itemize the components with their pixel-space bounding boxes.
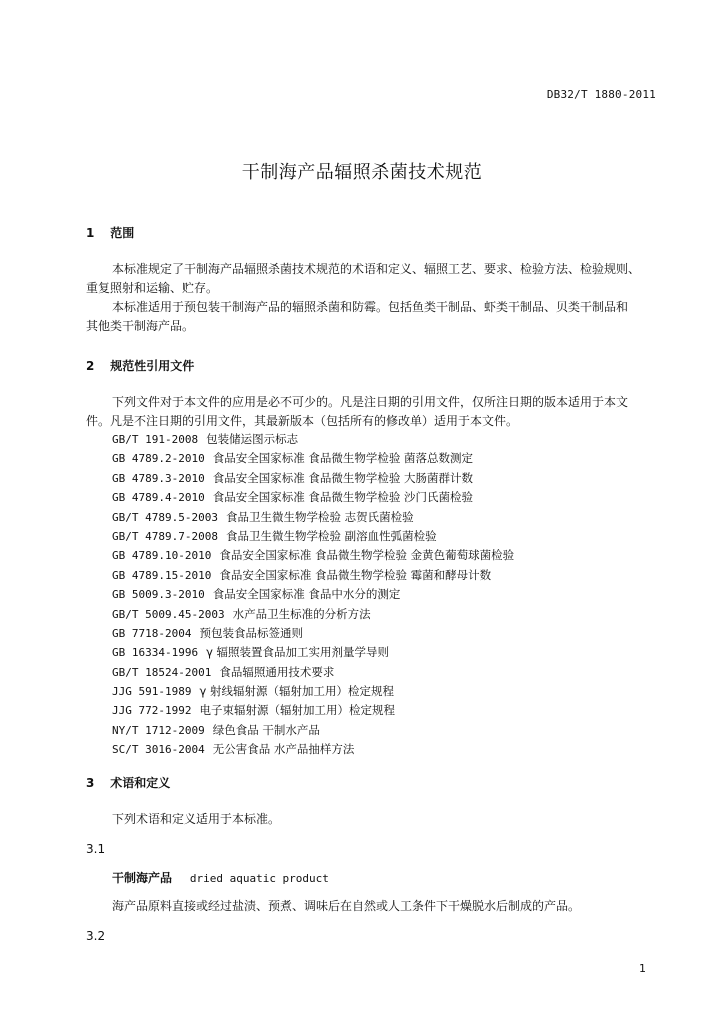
reference-code: GB 5009.3-2010 [112,588,205,602]
reference-title: γ 辐照装置食品加工实用剂量学导则 [206,645,390,660]
reference-title: 食品安全国家标准 食品微生物学检验 大肠菌群计数 [212,470,474,485]
reference-item [112,740,514,759]
reference-title: 食品安全国家标准 食品微生物学检验 菌落总数测定 [212,451,474,466]
reference-item [112,701,514,720]
reference-item [112,430,514,449]
section-number: 3 [86,776,95,790]
reference-code: NY/T 1712-2009 [112,723,205,737]
term-3-1 [112,869,329,886]
reference-item [112,682,514,701]
document-title: 干制海产品辐照杀菌技术规范 [241,162,483,183]
clause-3-2-number: 3.2 [86,929,106,943]
section-2-heading [86,357,194,374]
page-number: 1 [639,962,646,975]
reference-item [112,546,514,565]
section-number: 2 [86,359,95,373]
reference-title: γ 射线辐射源（辐射加工用）检定规程 [199,684,394,699]
normative-reference-list [112,430,514,760]
reference-item [112,449,514,468]
reference-title: 无公害食品 水产品抽样方法 [212,742,355,757]
term-english: dried aquatic product [189,872,329,885]
reference-title: 食品辐照通用技术要求 [219,664,335,679]
reference-title: 包装储运图示标志 [206,432,299,446]
normative-intro-line-2: 件。凡是不注日期的引用文件，其最新版本（包括所有的修改单）适用于本文件。 [86,414,519,428]
reference-item [112,488,514,507]
reference-code: GB 4789.3-2010 [112,471,205,485]
reference-item [112,566,514,585]
reference-item [112,508,514,527]
reference-code: GB 16334-1996 [112,646,199,660]
reference-code: GB 4789.15-2010 [112,568,212,582]
reference-code: GB 4789.2-2010 [112,452,205,466]
scope-paragraph-2-line-2: 其他类干制海产品。 [86,319,195,333]
terms-intro: 下列术语和定义适用于本标准。 [112,812,281,826]
reference-item [112,624,514,643]
reference-title: 电子束辐射源（辐射加工用）检定规程 [199,703,395,718]
reference-code: GB/T 18524-2001 [112,665,212,679]
reference-item [112,469,514,488]
reference-code: SC/T 3016-2004 [112,743,205,757]
term-chinese: 干制海产品 [112,871,173,885]
reference-code: GB/T 5009.45-2003 [112,607,225,621]
reference-title: 食品卫生微生物学检验 副溶血性弧菌检验 [225,528,437,543]
reference-item [112,527,514,546]
normative-intro-line-1: 下列文件对于本文件的应用是必不可少的。凡是注日期的引用文件，仅所注日期的版本适用于本文 [112,395,629,409]
reference-item [112,663,514,682]
reference-title: 食品安全国家标准 食品中水分的测定 [212,587,401,602]
section-3-heading [86,774,170,791]
reference-title: 水产品卫生标准的分析方法 [232,606,371,621]
reference-item [112,721,514,740]
term-3-1-definition: 海产品原料直接或经过盐渍、预煮、调味后在自然或人工条件下干燥脱水后制成的产品。 [112,899,581,913]
reference-code: GB 7718-2004 [112,626,192,640]
reference-code: GB 4789.10-2010 [112,549,212,563]
reference-code: JJG 772-1992 [112,704,192,718]
scope-paragraph-2-line-1: 本标准适用于预包装干制海产品的辐照杀菌和防霉。包括鱼类干制品、虾类干制品、贝类干制品和 [112,300,629,314]
reference-code: GB/T 4789.7-2008 [112,529,218,543]
section-number: 1 [86,226,95,240]
section-title: 术语和定义 [110,776,171,790]
section-title: 规范性引用文件 [110,359,195,373]
section-1-heading [86,224,134,241]
clause-3-1-number: 3.1 [86,842,106,856]
reference-code: GB/T 191-2008 [112,433,199,446]
reference-title: 预包装食品标签通则 [199,625,303,640]
section-title: 范围 [110,226,135,240]
reference-title: 食品卫生微生物学检验 志贺氏菌检验 [225,509,414,524]
reference-code: GB/T 4789.5-2003 [112,510,218,524]
reference-code: JJG 591-1989 [112,685,192,699]
reference-title: 食品安全国家标准 食品微生物学检验 霉菌和酵母计数 [219,567,492,582]
reference-item [112,643,514,662]
reference-item [112,605,514,624]
scope-paragraph-1-line-2: 重复照射和运输、贮存。 [86,281,219,295]
scope-paragraph-1-line-1: 本标准规定了干制海产品辐照杀菌技术规范的术语和定义、辐照工艺、要求、检验方法、检验规则、 [112,262,641,276]
reference-title: 食品安全国家标准 食品微生物学检验 沙门氏菌检验 [212,490,474,505]
reference-code: GB 4789.4-2010 [112,491,205,505]
reference-item [112,585,514,604]
reference-title: 绿色食品 干制水产品 [212,722,320,737]
standard-number: DB32/T 1880-2011 [546,88,656,101]
reference-title: 食品安全国家标准 食品微生物学检验 金黄色葡萄球菌检验 [219,548,515,563]
